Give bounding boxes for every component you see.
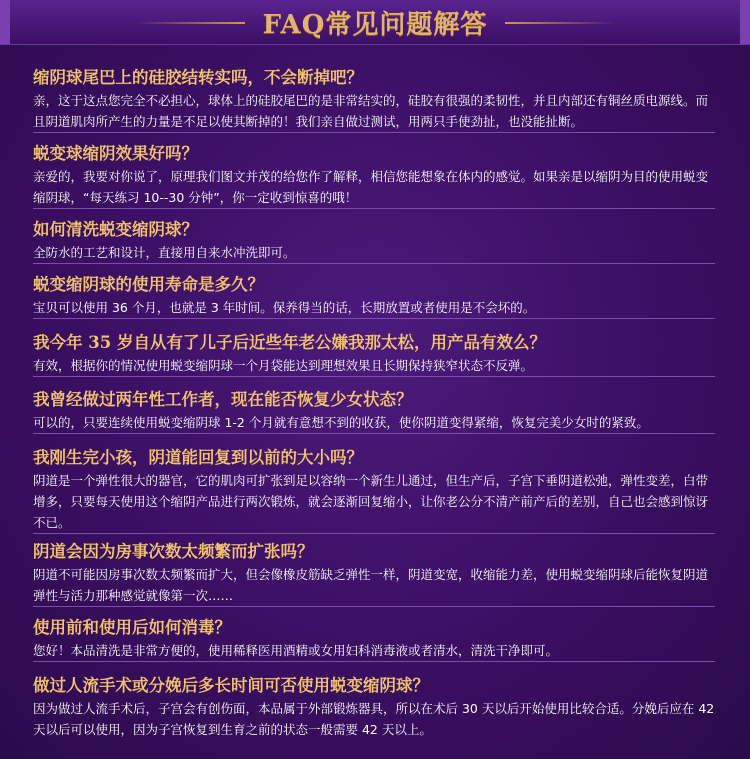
- faq-question: 蜕变球缩阴效果好吗？: [33, 144, 198, 163]
- page-title: FAQ常见问题解答: [262, 10, 488, 40]
- faq-item: [33, 388, 715, 434]
- faq-answer: 宝贝可以使用 36 个月，也就是 3 年时间。保养得当的话，长期放置或者使用是不会坏的。: [33, 300, 536, 315]
- faq-item: [33, 674, 715, 740]
- faq-item: [33, 66, 715, 133]
- faq-answer: 亲，这于这点您完全不必担心，球体上的硅胶尾巴的是非常结实的，硅胶有很强的柔韧性，并且内部还有铜丝质电源线。而且阴道肌肉所产生的力量是不足以使其断掉的！我们亲自做过测试，用两只手使劲扯，也没能扯断。: [33, 93, 709, 129]
- faq-question: 如何清洗蜕变缩阴球？: [33, 220, 198, 239]
- faq-answer: 因为做过人流手术后，子宫会有创伤面，本品属于外部锻炼器具，所以在术后 30 天以后开始使用比较合适。分娩后应在 42 天以后可以使用，因为子宫恢复到生育之前的状态一般需要 42 天以上。: [33, 701, 715, 737]
- faq-answer: 阴道是一个弹性很大的器官，它的肌肉可扩张到足以容纳一个新生儿通过，但生产后，子宫下垂阴道松弛，弹性变差，白带增多，只要每天使用这个缩阴产品进行两次锻炼，就会逐渐回复缩小，让你老公分不清产前产后的差别，自己也会感到惊讶不已。: [33, 473, 709, 530]
- faq-item: [33, 218, 715, 264]
- faq-item: [33, 446, 715, 534]
- faq-answer: 您好！本品清洗是非常方便的，使用稀释医用酒精或女用妇科消毒液或者清水，清洗干净即可。: [33, 643, 559, 658]
- faq-question: 做过人流手术或分娩后多长时间可否使用蜕变缩阴球？: [33, 676, 429, 695]
- faq-item: [33, 540, 715, 607]
- faq-answer: 阴道不可能因房事次数太频繁而扩大，但会像橡皮筋缺乏弹性一样，阴道变宽，收缩能力差，使用蜕变缩阴球后能恢复阴道弹性与活力那种感觉就像第一次……: [33, 567, 709, 603]
- faq-answer: 全防水的工艺和设计，直接用自来水冲洗即可。: [33, 245, 296, 260]
- faq-question: 缩阴球尾巴上的硅胶结转实吗，不会断掉吧？: [33, 68, 363, 87]
- faq-question: 使用前和使用后如何消毒？: [33, 618, 231, 637]
- title-banner: [0, 0, 750, 45]
- faq-question: 我曾经做过两年性工作者，现在能否恢复少女状态？: [33, 390, 413, 409]
- faq-question: 我今年 35 岁自从有了儿子后近些年老公嫌我那太松，用产品有效么？: [33, 333, 546, 352]
- faq-answer: 可以的，只要连续使用蜕变缩阴球 1-2 个月就有意想不到的收获，使你阴道变得紧缩，恢复完美少女时的紧致。: [33, 415, 649, 430]
- faq-item: [33, 142, 715, 209]
- faq-question: 阴道会因为房事次数太频繁而扩张吗？: [33, 542, 314, 561]
- faq-item: [33, 331, 715, 377]
- faq-question: 我刚生完小孩，阴道能回复到以前的大小吗？: [33, 448, 363, 467]
- faq-item: [33, 616, 715, 662]
- faq-answer: 有效，根据你的情况使用蜕变缩阴球一个月袋能达到理想效果且长期保持狭窄状态不反弹。: [33, 358, 534, 373]
- faq-question: 蜕变缩阴球的使用寿命是多久？: [33, 275, 264, 294]
- faq-item: [33, 273, 715, 319]
- faq-answer: 亲爱的，我要对你说了，原理我们图文并茂的给您作了解释，相信您能想象在体内的感觉。如果亲是以缩阴为目的使用蜕变缩阴球，“每天练习 10--30 分钟”，你一定收到惊喜的哦！: [33, 169, 709, 205]
